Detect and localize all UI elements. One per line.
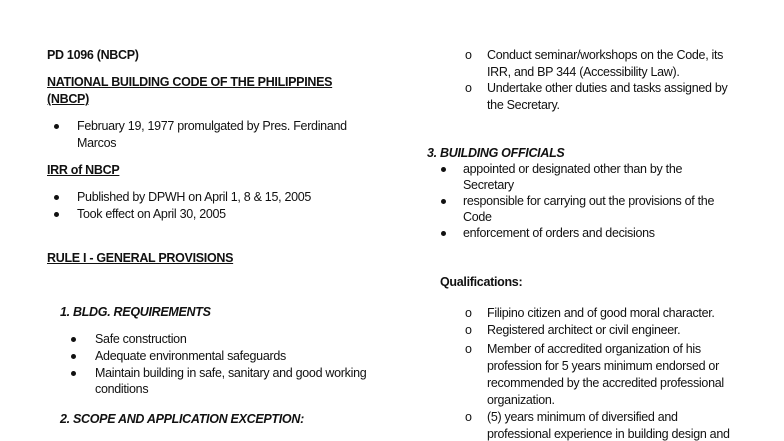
- bullet-icon: [441, 199, 446, 204]
- duty-item-line: IRR, and BP 344 (Accessibility Law).: [487, 65, 680, 79]
- circle-bullet-icon: o: [465, 323, 472, 337]
- promulgation-line2: Marcos: [77, 136, 117, 150]
- scope-heading: 2. SCOPE AND APPLICATION EXCEPTION:: [60, 412, 304, 426]
- pd-title: PD 1096 (NBCP): [47, 48, 139, 62]
- rule-heading: RULE I - GENERAL PROVISIONS: [47, 251, 234, 265]
- nbcp-heading-line1: NATIONAL BUILDING CODE OF THE PHILIPPINES: [47, 75, 333, 89]
- bullet-icon: [441, 167, 446, 172]
- bullet-icon: [54, 212, 59, 217]
- bldg-item: Safe construction: [95, 332, 187, 346]
- qualification-line: professional experience in building design and: [487, 427, 730, 441]
- promulgation-line1: February 19, 1977 promulgated by Pres. Ferdinand: [77, 119, 347, 133]
- qualification-line: recommended by the accredited professional: [487, 376, 724, 390]
- bullet-icon: [54, 124, 59, 129]
- bullet-icon: [71, 371, 76, 376]
- qualifications-heading: Qualifications:: [440, 275, 523, 289]
- circle-bullet-icon: o: [465, 342, 472, 356]
- officials-item-line: Code: [463, 210, 492, 224]
- duty-item-line: the Secretary.: [487, 98, 560, 112]
- bullet-icon: [54, 195, 59, 200]
- qualification-line: profession for 5 years minimum endorsed or: [487, 359, 719, 373]
- bldg-item: Maintain building in safe, sanitary and good working: [95, 366, 367, 380]
- bullet-icon: [71, 337, 76, 342]
- bullet-icon: [71, 354, 76, 359]
- circle-bullet-icon: o: [465, 48, 472, 62]
- nbcp-heading-line2: (NBCP): [47, 92, 89, 106]
- circle-bullet-icon: o: [465, 81, 472, 95]
- circle-bullet-icon: o: [465, 410, 472, 424]
- irr-item: Took effect on April 30, 2005: [77, 207, 226, 221]
- irr-heading: IRR of NBCP: [47, 163, 120, 177]
- bldg-item: Adequate environmental safeguards: [95, 349, 286, 363]
- qualification-line: organization.: [487, 393, 555, 407]
- qualification-line: Filipino citizen and of good moral character.: [487, 306, 715, 320]
- circle-bullet-icon: o: [465, 306, 472, 320]
- duty-item-line: Undertake other duties and tasks assigned by: [487, 81, 728, 95]
- qualification-line: (5) years minimum of diversified and: [487, 410, 678, 424]
- bldg-item: conditions: [95, 382, 149, 396]
- officials-item-line: enforcement of orders and decisions: [463, 226, 655, 240]
- qualification-line: Member of accredited organization of his: [487, 342, 701, 356]
- officials-item-line: responsible for carrying out the provisions of the: [463, 194, 715, 208]
- irr-item: Published by DPWH on April 1, 8 & 15, 2005: [77, 190, 312, 204]
- bldg-heading: 1. BLDG. REQUIREMENTS: [60, 305, 211, 319]
- officials-item-line: appointed or designated other than by the: [463, 162, 683, 176]
- officials-heading: 3. BUILDING OFFICIALS: [427, 146, 565, 160]
- duty-item-line: Conduct seminar/workshops on the Code, its: [487, 48, 724, 62]
- bullet-icon: [441, 231, 446, 236]
- officials-item-line: Secretary: [463, 178, 514, 192]
- qualification-line: Registered architect or civil engineer.: [487, 323, 681, 337]
